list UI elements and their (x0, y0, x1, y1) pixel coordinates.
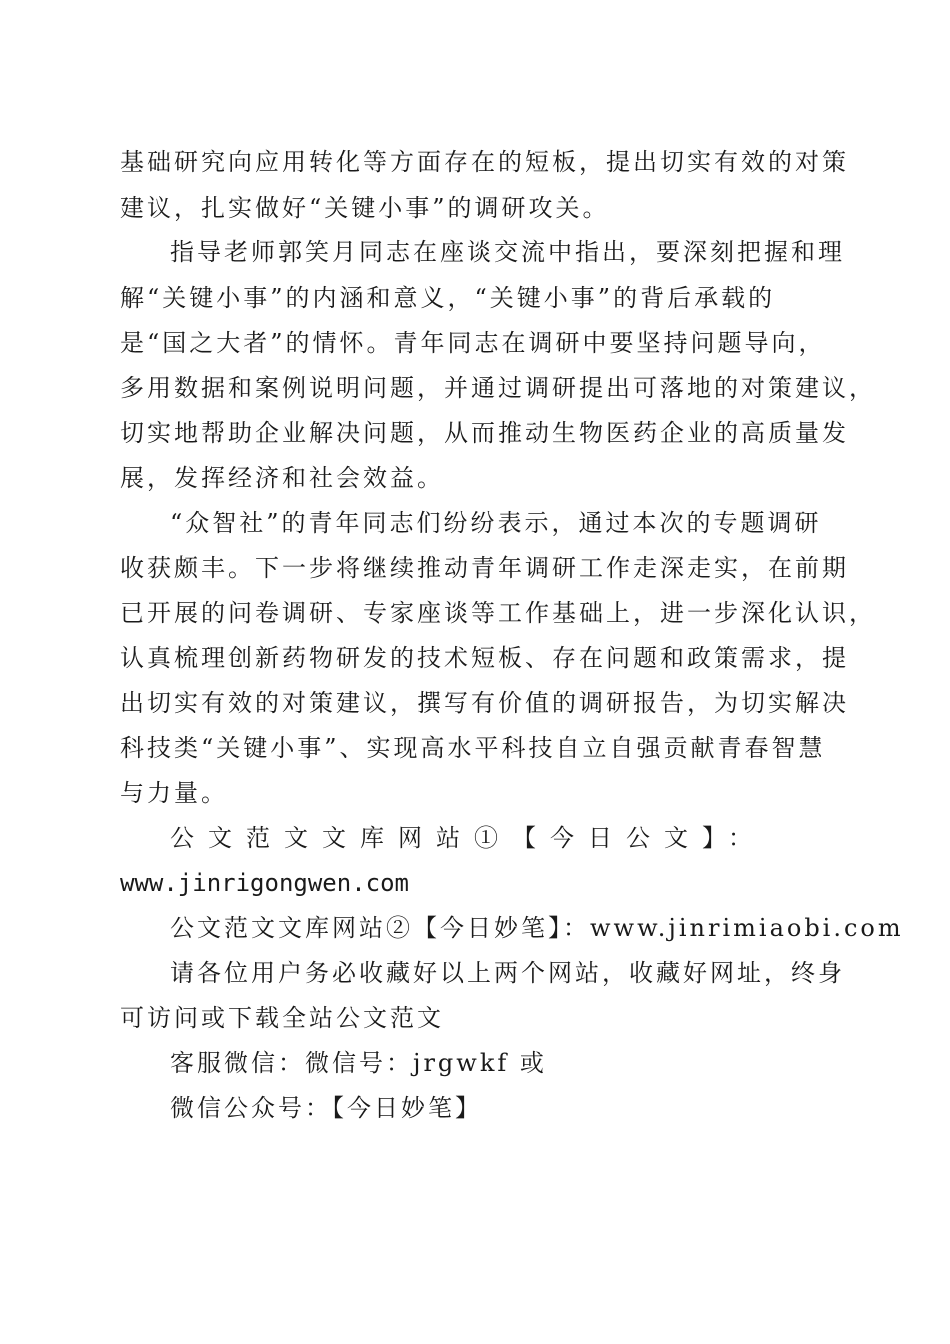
paragraph-1-line-1: 基础研究向应用转化等方面存在的短板，提出切实有效的对策 (120, 148, 849, 176)
site1-label: 公文范文文库网站①【今日公文】： (170, 824, 766, 852)
paragraph-2-line-6: 展，发挥经济和社会效益。 (120, 464, 444, 492)
paragraph-3-line-4: 认真梳理创新药物研发的技术短板、存在问题和政策需求，提 (120, 644, 849, 672)
paragraph-2-line-2: 解“关键小事”的内涵和意义，“关键小事”的背后承载的 (120, 284, 776, 312)
paragraph-3-line-7: 与力量。 (120, 779, 228, 807)
site2-line[interactable]: 公文范文文库网站②【今日妙笔】：www.jinrimiaobi.com (170, 914, 904, 942)
paragraph-2-line-1: 指导老师郭笑月同志在座谈交流中指出，要深刻把握和理 (170, 238, 845, 266)
wechat-official-line: 微信公众号：【今日妙笔】 (170, 1094, 482, 1122)
service-wechat-line: 客服微信：微信号：jrgwkf 或 (170, 1049, 547, 1077)
paragraph-2-line-4: 多用数据和案例说明问题，并通过调研提出可落地的对策建议， (120, 374, 876, 402)
paragraph-3-line-2: 收获颇丰。下一步将继续推动青年调研工作走深走实，在前期 (120, 554, 849, 582)
notice-line-1: 请各位用户务必收藏好以上两个网站，收藏好网址，终身 (170, 959, 845, 987)
paragraph-1-line-2: 建议，扎实做好“关键小事”的调研攻关。 (120, 194, 610, 222)
site1-url[interactable]: www.jinrigongwen.com (120, 869, 409, 897)
paragraph-3-line-3: 已开展的问卷调研、专家座谈等工作基础上，进一步深化认识， (120, 599, 876, 627)
paragraph-2-line-3: 是“国之大者”的情怀。青年同志在调研中要坚持问题导向， (120, 329, 826, 357)
notice-line-2: 可访问或下载全站公文范文 (120, 1004, 444, 1032)
paragraph-3-line-6: 科技类“关键小事”、实现高水平科技自立自强贡献青春智慧 (120, 734, 826, 762)
paragraph-3-line-1: “众智社”的青年同志们纷纷表示，通过本次的专题调研 (170, 509, 822, 537)
paragraph-2-line-5: 切实地帮助企业解决问题，从而推动生物医药企业的高质量发 (120, 419, 849, 447)
paragraph-3-line-5: 出切实有效的对策建议，撰写有价值的调研报告，为切实解决 (120, 689, 849, 717)
